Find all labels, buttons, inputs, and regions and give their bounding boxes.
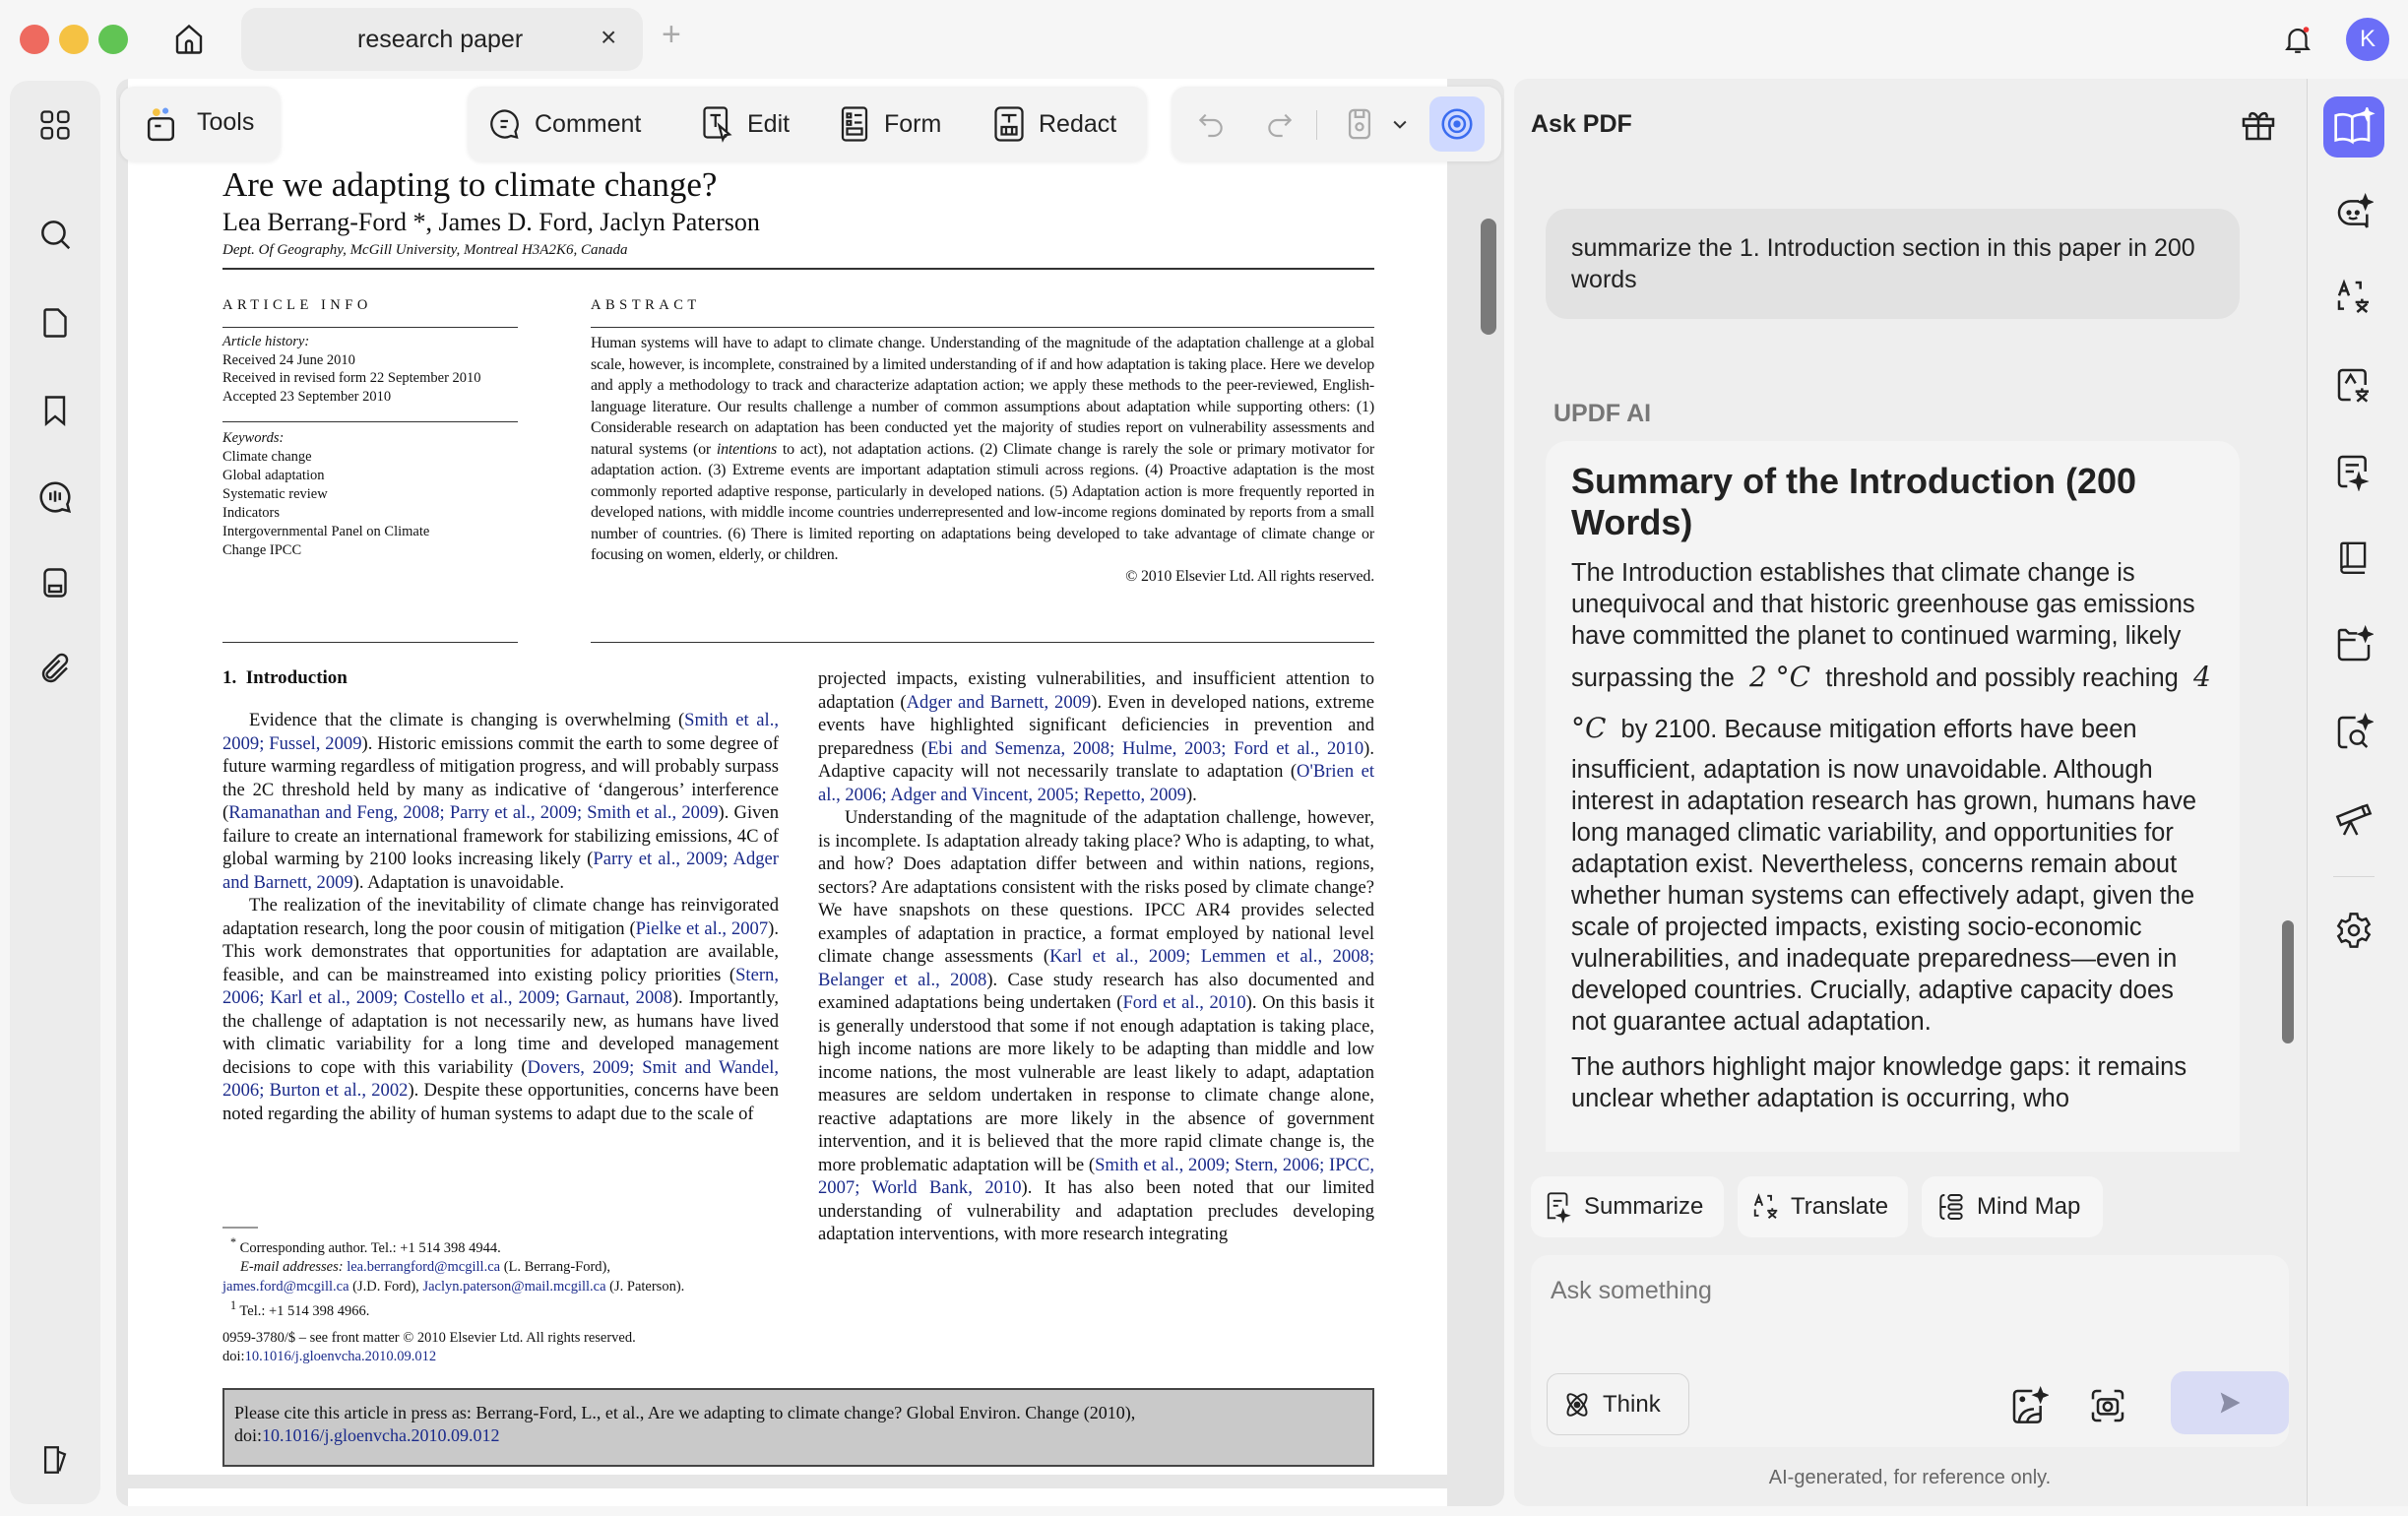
citation-link[interactable]: Dovers, 2009; Smit and Wandel, 2006; Burton et al., 2002	[222, 1056, 779, 1101]
divider	[222, 327, 518, 328]
form-icon	[837, 104, 872, 144]
history-item: Received in revised form 22 September 2010	[222, 370, 481, 386]
math-2c: 2 °C	[1748, 661, 1811, 693]
edit-label: Edit	[747, 109, 791, 138]
summarize-button[interactable]	[1531, 1176, 1724, 1237]
undo-icon[interactable]	[1195, 108, 1227, 140]
paragraph	[818, 667, 1374, 806]
divider	[591, 642, 1374, 643]
telescope-icon[interactable]	[2323, 790, 2384, 851]
paragraph-text: ). Despite these opportunities, concerns have been noted regarding the ability of human systems to adapt due to the scale of	[222, 1080, 779, 1124]
citation-box	[222, 1388, 1374, 1467]
keyword: Climate change	[222, 449, 312, 465]
paper-authors: Lea Berrang-Ford *, James D. Ford, Jaclyn Paterson	[222, 208, 760, 236]
tools-label: Tools	[197, 108, 255, 136]
send-button[interactable]	[2171, 1371, 2289, 1434]
footnote-email-label: E-mail addresses:	[240, 1259, 344, 1276]
chat-scrollbar[interactable]	[2282, 187, 2294, 1142]
pdf-page	[128, 79, 1447, 1475]
tools-button[interactable]	[120, 87, 281, 161]
gift-icon[interactable]	[2239, 104, 2278, 144]
response-heading: Summary of the Introduction (200 Words)	[1571, 461, 2137, 542]
paragraph	[222, 709, 779, 894]
abstract-text	[591, 333, 1374, 587]
paragraph-text: ). It has also been noted that our limited understanding of vulnerability and adaptation precludes developing adaptation interventions, with more research integrating	[818, 1177, 1374, 1244]
intro-column-1	[222, 709, 779, 1171]
paragraph-text: ). Importantly, the challenge of adaptation is not necessarily new, as humans have lived with climatic variability for a long time and developed management decisions to cope with this variability (	[222, 987, 779, 1078]
edit-toolbar	[468, 87, 1147, 161]
citation-link[interactable]: Stern, 2006; Karl et al., 2009; Costello et al., 2009; Garnaut, 2008	[222, 964, 779, 1008]
mind-map-label: Mind Map	[1977, 1193, 2081, 1220]
thumbnails-icon[interactable]	[30, 99, 81, 151]
think-label: Think	[1603, 1390, 1661, 1418]
avatar[interactable]: K	[2346, 18, 2389, 61]
ai-assistant-icon[interactable]	[1429, 96, 1485, 152]
paragraph-text: ). Adaptation is unavoidable.	[352, 871, 565, 893]
document-tab[interactable]	[241, 8, 643, 71]
next-page	[128, 1488, 1447, 1506]
toolbox-icon	[144, 106, 181, 146]
keyword: Intergovernmental Panel on Climate	[222, 524, 430, 539]
history-label: Article history:	[222, 334, 310, 349]
document-icon[interactable]	[30, 557, 81, 608]
citation-link[interactable]: O'Brien et al., 2006; Adger and Vincent, 2005; Repetto, 2009	[818, 761, 1374, 805]
citation-doi-link[interactable]: 10.1016/j.gloenvcha.2010.09.012	[262, 1425, 500, 1445]
image-ai-icon[interactable]	[2009, 1386, 2049, 1425]
paragraph-text: ). Historic emissions commit the earth to some degree of future warming regardless of mitigation progress, and will probably surpass the 2C threshold held by many as indicative of ‘dangerous’ interference (	[222, 732, 779, 823]
article-info-heading: ARTICLE INFO	[222, 297, 372, 313]
citation-link[interactable]: Parry et al., 2009; Adger and Barnett, 2009	[222, 849, 779, 893]
doi-prefix: doi:	[222, 1349, 245, 1364]
mind-map-button[interactable]	[1922, 1176, 2103, 1237]
ai-disclaimer: AI-generated, for reference only.	[1768, 1467, 2052, 1488]
abstract-copyright: © 2010 Elsevier Ltd. All rights reserved.	[1125, 567, 1374, 585]
paragraph-text: ). This work demonstrates that opportunities for adaptation are available, feasible, and can be mainstreamed into existing policy priorities (	[222, 917, 779, 985]
translate-button[interactable]	[1738, 1176, 1908, 1237]
article-history	[222, 333, 481, 406]
response-text: by 2100. Because mitigation efforts have been insufficient, adaptation is now unavoidable. Although interest in adaptation research has grown, humans have long managed climatic variability, and opportunities for adaptation exist. Nevertheless, concerns remain about whether human systems can effectively adapt, given the scale of projected impacts, existing socio-economic vulnerabilities, and inadequate preparedness—even in developed countries. Crucially, adaptive capacity does not guarantee actual adaptation.	[1571, 716, 2197, 1036]
history-item: Received 24 June 2010	[222, 351, 355, 368]
email-link[interactable]: james.ford@mcgill.ca	[222, 1278, 349, 1295]
citation-link[interactable]: Ebi and Semenza, 2008; Hulme, 2003; Ford et al., 2010	[927, 737, 1364, 759]
redo-icon[interactable]	[1264, 108, 1296, 140]
send-icon	[2216, 1389, 2244, 1417]
book-icon[interactable]	[2323, 527, 2384, 588]
search-icon[interactable]	[30, 209, 81, 260]
history-toolbar	[1172, 87, 1501, 161]
abstract-part: Human systems will have to adapt to climate change. Understanding of the magnitude of the adaptation challenge at a global scale, however, is incomplete, constrained by a limited understanding of if and how adaptation is taking place. Here we develop and apply a methodology to track and characterize adaptation action; we apply these methods to the peer-reviewed, English-language literature. Our results challenge a number of common assumptions about adaptation while supporting others: (1) Considerable research on adaptation has been conducted yet the majority of studies report on vulnerability assessments and natural systems (or	[591, 335, 1374, 458]
home-icon[interactable]	[169, 20, 209, 59]
keyword: Global adaptation	[222, 468, 325, 483]
math-4c: 4 °C	[1571, 661, 2211, 744]
redact-label: Redact	[1039, 109, 1117, 138]
footnote-corresponding: Corresponding author. Tel.: +1 514 398 4944.	[239, 1239, 501, 1256]
affiliation: Dept. Of Geography, McGill University, Montreal H3A2K6, Canada	[222, 242, 628, 258]
comment-button[interactable]	[487, 87, 641, 161]
keywords-label: Keywords:	[222, 430, 285, 446]
email-owner: (J. Paterson).	[605, 1278, 685, 1295]
citation-link[interactable]: Ramanathan and Feng, 2008; Parry et al., 2009; Smith et al., 2009	[228, 802, 719, 823]
comment-label: Comment	[535, 109, 642, 138]
doi-link[interactable]: 10.1016/j.gloenvcha.2010.09.012	[244, 1349, 437, 1364]
pdf-viewer	[116, 79, 1504, 1506]
citation-link[interactable]: Smith et al., 2009; Stern, 2006; IPCC, 2007; World Bank, 2010	[818, 1154, 1374, 1198]
response-text: The Introduction establishes that climate change is unequivocal and that historic greenhouse gas emissions have committed the planet to continued warming, likely surpassing the	[1571, 559, 2195, 692]
panel-title: Ask PDF	[1531, 110, 1632, 138]
scrollbar-thumb[interactable]	[2282, 920, 2294, 1043]
assistant-name: UPDF AI	[1553, 400, 1652, 427]
page-icon[interactable]	[30, 297, 81, 348]
issn: 0959-3780/$ – see front matter © 2010 Elsevier Ltd. All rights reserved.	[222, 1330, 636, 1346]
paragraph-text: ).	[1185, 784, 1197, 805]
intro-heading: 1. Introduction	[222, 667, 348, 688]
reading-mode-icon[interactable]	[30, 1434, 81, 1485]
ask-input-box[interactable]	[1531, 1255, 2289, 1447]
keyword: Systematic review	[222, 486, 328, 502]
translate-icon[interactable]	[2323, 267, 2384, 328]
paragraph-text: ). Given failure to create an international framework for stabilizing emissions, 4C of global warming by 2100 looks increasing likely (	[222, 802, 779, 869]
left-sidebar	[10, 81, 100, 1504]
chevron-down-icon[interactable]	[1390, 114, 1410, 134]
divider	[222, 268, 1374, 270]
keyword: Indicators	[222, 505, 280, 521]
doi-prefix: doi:	[234, 1425, 263, 1445]
paragraph-text: ). Even in developed nations, extreme events have highlighted significant deficiencies in prevention and preparedness (	[818, 691, 1374, 759]
atom-icon	[1561, 1388, 1593, 1421]
maximize-window-button[interactable]	[98, 25, 128, 54]
paragraph-text: The realization of the inevitability of climate change has reinvigorated adaptation research, long the poor cousin of mitigation (	[222, 895, 779, 939]
citation-link[interactable]: Ford et al., 2010	[1122, 992, 1246, 1013]
response-text: threshold and possibly reaching	[1825, 664, 2179, 692]
user-message: summarize the 1. Introduction section in this paper in 200 words	[1546, 209, 2240, 319]
close-tab-icon[interactable]: ×	[601, 22, 617, 52]
redact-button[interactable]	[991, 87, 1116, 161]
response-paragraph: The authors highlight major knowledge gaps: it remains unclear whether adaptation is occurring, who	[1571, 1053, 2187, 1112]
form-button[interactable]	[837, 87, 941, 161]
save-icon[interactable]	[1343, 106, 1376, 142]
paragraph-text: ). Adaptive capacity will not necessarily translate to adaptation (	[818, 737, 1374, 782]
translate-icon	[1751, 1191, 1781, 1223]
ask-pdf-icon[interactable]	[2323, 96, 2384, 158]
gear-icon[interactable]	[2323, 900, 2384, 961]
email-owner: (J.D. Ford),	[349, 1278, 423, 1295]
abstract-heading: ABSTRACT	[591, 297, 701, 313]
think-toggle[interactable]	[1547, 1373, 1689, 1435]
divider	[222, 421, 518, 422]
vertical-scrollbar[interactable]	[1478, 108, 1499, 1486]
paragraph-text: ). Case study research has also documented and examined adaptations being undertaken (	[818, 969, 1374, 1013]
abstract-part: to act), not adaptation actions. (2) Climate change is rarely the sole or primary motivator for adaptation action. (3) Extreme events are important adaptation stimuli across regions. (4) Proactive adaptation is the most commonly reported adaptive response, particularly in developed nations. (5) Adaptation action is more frequently reported in developed nations, with middle income countries underrepresented and low-income regions dominated by reports from a small number of countries. (6) There is limited reporting on adaptations being developed to take advantage of climate change or focusing on women, elderly, or children.	[591, 440, 1374, 563]
minimize-window-button[interactable]	[59, 25, 89, 54]
abstract-italic: intentions	[716, 440, 777, 458]
paragraph	[818, 806, 1374, 1246]
scrollbar-thumb[interactable]	[1481, 219, 1496, 335]
email-link[interactable]: Jaclyn.paterson@mail.mcgill.ca	[422, 1278, 606, 1295]
translate-pdf-icon[interactable]	[2323, 354, 2384, 415]
citation-link[interactable]: Pielke et al., 2007	[635, 917, 769, 939]
summarize-icon	[1545, 1190, 1574, 1224]
history-item: Accepted 23 September 2010	[222, 388, 392, 405]
comment-icon	[487, 105, 523, 143]
folder-ai-icon[interactable]	[2323, 614, 2384, 675]
edit-button[interactable]	[700, 87, 790, 161]
close-window-button[interactable]	[20, 25, 49, 54]
toolbar-divider	[1316, 110, 1317, 140]
ai-response-card	[1546, 441, 2240, 1152]
paper-title: Are we adapting to climate change?	[222, 165, 718, 204]
intro-column-2	[818, 667, 1374, 1317]
issn-block	[222, 1329, 636, 1366]
paragraph-text: Understanding of the magnitude of the adaptation challenge, however, is incomplete. Is adaptation already taking place? Who is adapting, to what, and how? Does adaptation differ between and within nations, regions, sectors? Are adaptations consistent with the risks posed by climate change? We have snapshots on these questions. IPCC AR4 provides selected examples of adaptation in practice, a format employed by national level climate change assessments (	[818, 807, 1374, 967]
attachment-icon[interactable]	[30, 644, 81, 695]
divider	[591, 327, 1374, 328]
chat-ai-icon[interactable]	[2323, 182, 2384, 243]
screenshot-icon[interactable]	[2088, 1386, 2127, 1425]
summarize-pdf-icon[interactable]	[2323, 441, 2384, 502]
paragraph-text: ). On this basis it is generally understood that some if not enough adaptation is taking place, high income nations are more likely to be adapting than middle and low income nations, the most vulnerable are least likely to adapt, adaptation measures are seldom undertaken in response to climate change alone, reactive adaptations are more likely in the absence of government intervention, and it is believed that the more rapid climate change is, the more problematic adaptation will be (	[818, 992, 1374, 1175]
footnote-divider	[222, 1227, 258, 1229]
tab-title: research paper	[357, 26, 524, 53]
form-label: Form	[884, 109, 942, 138]
comments-icon[interactable]	[30, 472, 81, 523]
bell-icon[interactable]	[2278, 20, 2317, 59]
ai-search-icon[interactable]	[2323, 702, 2384, 763]
redact-icon	[991, 104, 1027, 144]
email-link[interactable]: lea.berrangford@mcgill.ca	[347, 1259, 501, 1276]
paragraph	[222, 894, 779, 1125]
paragraph-text: projected impacts, existing vulnerabilities, and insufficient attention to adaptation (	[818, 668, 1374, 713]
strip-divider	[2333, 876, 2375, 877]
citation-link[interactable]: Karl et al., 2009; Lemmen et al., 2008; Belanger et al., 2008	[818, 946, 1374, 990]
keyword: Change IPCC	[222, 542, 302, 558]
citation-link[interactable]: Smith et al., 2009; Fussel, 2009	[222, 710, 779, 754]
new-tab-button[interactable]: +	[662, 16, 681, 53]
footnotes: * Corresponding author. Tel.: +1 514 398 4944. E-mail addresses: lea.berrangford@mcgill.ca (L. Berrang-Ford), james.ford@mcgill.ca (J.D. Ford), Jaclyn.paterson@mail.mcgill.ca (J. Paterson). $^1$ Tel.: +1 514 398 4966.	[222, 1235, 685, 1320]
edit-text-icon	[700, 104, 735, 144]
citation-text: Please cite this article in press as: Berrang-Ford, L., et al., Are we adapting to climate change? Global Environ. Change (2010),	[234, 1403, 1136, 1422]
footnote-tel: Tel.: +1 514 398 4966.	[239, 1303, 370, 1320]
citation-link[interactable]: Adger and Barnett, 2009	[906, 691, 1092, 713]
response-paragraph	[1571, 557, 2214, 1038]
ask-input-placeholder[interactable]: Ask something	[1551, 1277, 1712, 1304]
summarize-label: Summarize	[1584, 1193, 1704, 1220]
email-owner: (L. Berrang-Ford),	[500, 1259, 611, 1276]
translate-label: Translate	[1791, 1193, 1889, 1220]
divider	[222, 642, 518, 643]
keywords	[222, 429, 429, 560]
mind-map-icon	[1935, 1191, 1967, 1223]
paragraph-text: Evidence that the climate is changing is overwhelming (	[249, 710, 685, 730]
bookmark-icon[interactable]	[30, 385, 81, 436]
